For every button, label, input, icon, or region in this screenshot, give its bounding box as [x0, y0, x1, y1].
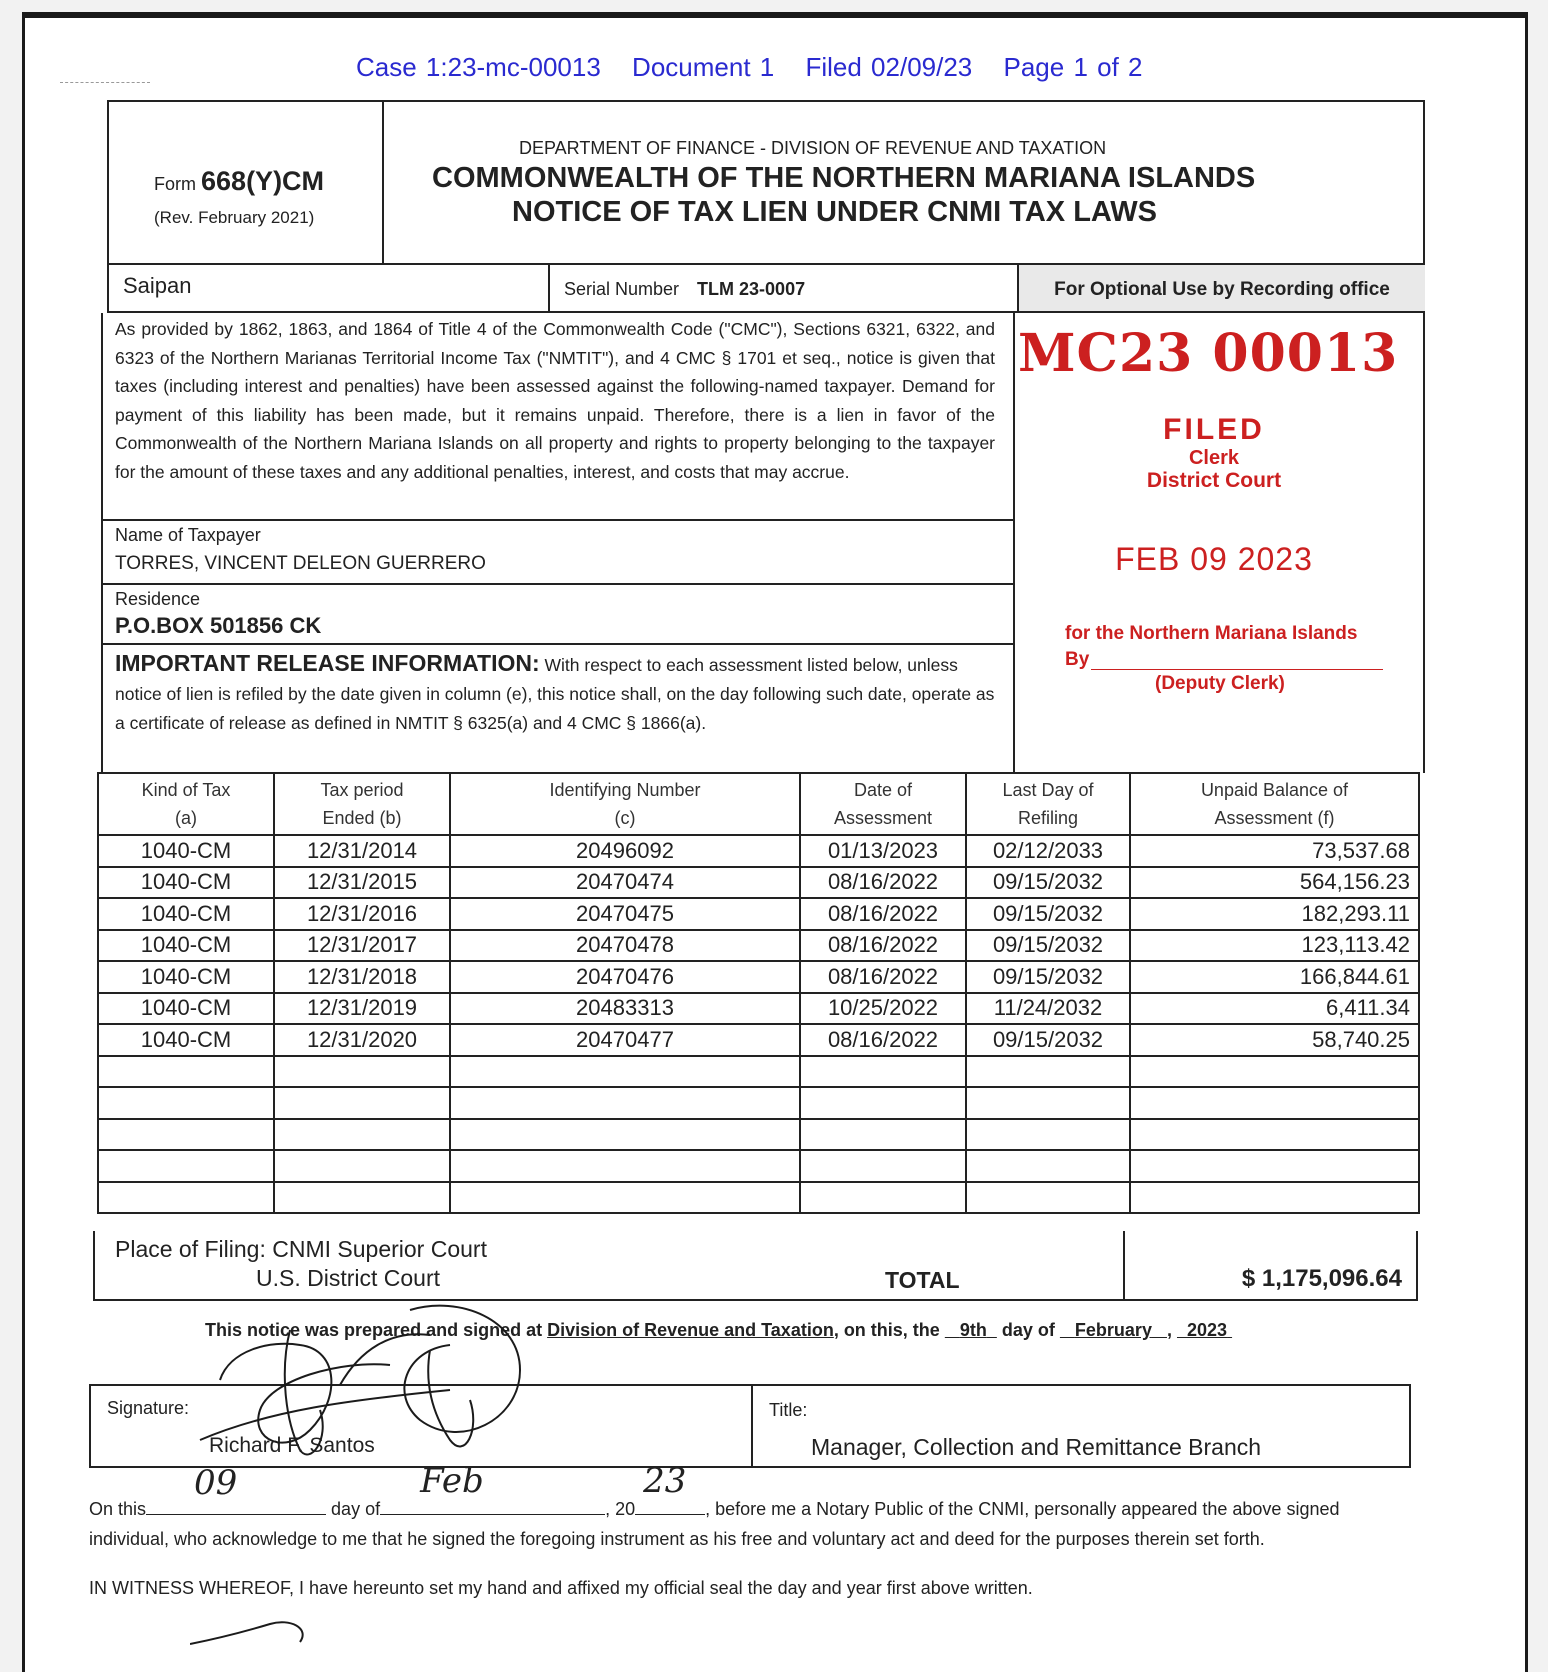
- table-cell: 08/16/2022: [800, 961, 966, 993]
- table-cell: 11/24/2032: [966, 993, 1130, 1025]
- column-header: Kind of Tax (a): [98, 773, 274, 835]
- form-header: [107, 100, 1425, 265]
- table-cell: 20496092: [450, 835, 800, 867]
- table-cell: 08/16/2022: [800, 867, 966, 899]
- serial-row: [107, 265, 1425, 313]
- table-cell: 564,156.23: [1130, 867, 1419, 899]
- table-cell: 1040-CM: [98, 930, 274, 962]
- table-cell: [98, 1087, 274, 1119]
- page-indicator: Page 1 of 2: [1003, 52, 1143, 82]
- residence-value: P.O.BOX 501856 CK: [115, 613, 322, 638]
- release-info: [115, 649, 995, 738]
- form-revision: (Rev. February 2021): [154, 208, 315, 227]
- notary-signature-partial: [190, 1620, 330, 1646]
- table-cell: 20483313: [450, 993, 800, 1025]
- handwritten-signature: [190, 1290, 570, 1480]
- table-cell: [450, 1119, 800, 1151]
- signer-name: Richard F. Santos: [209, 1434, 375, 1457]
- empty-row: [98, 1182, 1419, 1214]
- table-row: [98, 930, 1419, 962]
- title-value: Manager, Collection and Remittance Branch: [811, 1434, 1262, 1460]
- table-cell: 20470476: [450, 961, 800, 993]
- table-cell: 20470477: [450, 1024, 800, 1056]
- column-header: Identifying Number (c): [450, 773, 800, 835]
- notary-year-handwritten: 23: [643, 1461, 687, 1501]
- form-number: Form 668(Y)CM: [154, 166, 325, 196]
- table-cell: 02/12/2033: [966, 835, 1130, 867]
- notary-block: [89, 1461, 1429, 1554]
- table-cell: [274, 1087, 450, 1119]
- column-header: Last Day of Refiling: [966, 773, 1130, 835]
- taxpayer-label: Name of Taxpayer: [115, 525, 261, 545]
- form-title-line2: NOTICE OF TAX LIEN UNDER CNMI TAX LAWS: [512, 196, 1157, 228]
- form-title-line1: COMMONWEALTH OF THE NORTHERN MARIANA ISLANDS: [432, 162, 1256, 194]
- table-cell: 12/31/2014: [274, 835, 450, 867]
- table-cell: 1040-CM: [98, 835, 274, 867]
- table-cell: [98, 1056, 274, 1088]
- table-cell: [966, 1182, 1130, 1214]
- table-cell: 1040-CM: [98, 898, 274, 930]
- stamp-deputy: (Deputy Clerk): [1155, 673, 1285, 694]
- table-row: [98, 1024, 1419, 1056]
- release-heading: IMPORTANT RELEASE INFORMATION:: [115, 650, 540, 676]
- column-header: Tax period Ended (b): [274, 773, 450, 835]
- empty-row: [98, 1150, 1419, 1182]
- table-cell: 09/15/2032: [966, 867, 1130, 899]
- title-label: Title:: [769, 1400, 808, 1420]
- table-cell: [450, 1056, 800, 1088]
- table-row: [98, 961, 1419, 993]
- case-number: Case 1:23-mc-00013: [356, 52, 601, 82]
- table-cell: 73,537.68: [1130, 835, 1419, 867]
- document-number: Document 1: [632, 52, 775, 82]
- table-cell: [98, 1182, 274, 1214]
- table-cell: [274, 1119, 450, 1151]
- table-cell: 08/16/2022: [800, 898, 966, 930]
- divider: [548, 265, 550, 311]
- table-cell: [966, 1119, 1130, 1151]
- column-header: Date of Assessment: [800, 773, 966, 835]
- table-cell: [274, 1150, 450, 1182]
- filed-date: Filed 02/09/23: [805, 52, 973, 82]
- table-cell: 1040-CM: [98, 993, 274, 1025]
- recording-stamp-area: [1015, 313, 1425, 773]
- table-cell: [1130, 1119, 1419, 1151]
- table-row: [98, 835, 1419, 867]
- notary-day-handwritten: 09: [194, 1463, 238, 1503]
- release-text: With respect to each assessment listed below, unless notice of lien is refiled by the date given in column (e), this notice shall, on the day following such date, operate as a certificate of release as defined in NMTIT § 6325(a) and 4 CMC § 1866(a).: [115, 655, 995, 733]
- stamp-by: By: [1065, 649, 1090, 670]
- table-cell: [98, 1119, 274, 1151]
- table-cell: [800, 1056, 966, 1088]
- signature-label: Signature:: [107, 1398, 190, 1418]
- table-cell: [1130, 1087, 1419, 1119]
- table-cell: [1130, 1150, 1419, 1182]
- stamp-court: District Court: [1146, 469, 1282, 492]
- table-cell: 6,411.34: [1130, 993, 1419, 1025]
- table-cell: 12/31/2017: [274, 930, 450, 962]
- table-cell: 08/16/2022: [800, 1024, 966, 1056]
- stamp-case-number: MC23 00013: [1018, 323, 1399, 384]
- table-cell: 12/31/2016: [274, 898, 450, 930]
- table-cell: [450, 1182, 800, 1214]
- notary-month-handwritten: Feb: [420, 1461, 484, 1501]
- place-of-filing: Place of Filing: CNMI Superior Court U.S. District Court: [115, 1236, 487, 1291]
- department-name: DEPARTMENT OF FINANCE - DIVISION OF REVENUE AND TAXATION: [519, 138, 1107, 158]
- table-cell: 09/15/2032: [966, 898, 1130, 930]
- residence-label: Residence: [115, 589, 201, 609]
- table-row: [98, 898, 1419, 930]
- divider: [103, 643, 1015, 645]
- table-cell: 1040-CM: [98, 961, 274, 993]
- table-cell: [800, 1182, 966, 1214]
- tax-table: [97, 772, 1420, 1214]
- table-cell: [966, 1087, 1130, 1119]
- stamp-signature-line: [1091, 669, 1383, 670]
- location: Saipan: [123, 273, 192, 298]
- serial-number: Serial Number TLM 23-0007: [564, 279, 806, 299]
- case-header: [356, 52, 1165, 83]
- stamp-filed: FILED: [1163, 413, 1265, 446]
- table-cell: [1130, 1056, 1419, 1088]
- table-cell: 20470474: [450, 867, 800, 899]
- table-cell: 12/31/2015: [274, 867, 450, 899]
- table-row: [98, 867, 1419, 899]
- table-cell: 09/15/2032: [966, 961, 1130, 993]
- total-label: TOTAL: [885, 1267, 960, 1293]
- stamp-jurisdiction: for the Northern Mariana Islands: [1065, 623, 1358, 644]
- notary-line2: individual, who acknowledge to me that he signed the foregoing instrument as his free and voluntary act and deed for the purposes therein set forth.: [89, 1529, 1265, 1549]
- table-cell: 20470475: [450, 898, 800, 930]
- optional-use-label: For Optional Use by Recording office: [1019, 265, 1425, 311]
- notice-column: [101, 313, 1015, 773]
- notary-line1: On this 09 day of Feb , 20 23 , before me a Notary Public of the CNMI, personally appeared the above signed: [89, 1461, 1340, 1519]
- prepared-statement: This notice was prepared and signed at Division of Revenue and Taxation, on this, the 9th day of February , 2023: [205, 1320, 1228, 1340]
- empty-row: [98, 1119, 1419, 1151]
- notice-text: As provided by 1862, 1863, and 1864 of Title 4 of the Commonwealth Code ("CMC"), Sections 6321, 6322, and 6323 of the Northern Marianas Territorial Income Tax ("NMTIT"), and 4 CMC § 1701 et seq., notice is given that taxes (including interest and penalties) have been assessed against the following-named taxpayer. Demand for payment of this liability has been made, but it remains unpaid. Therefore, there is a lien in favor of the Commonwealth of the Northern Mariana Islands on all property and rights to property belonging to the taxpayer for the amount of these taxes and any additional penalties, interest, and costs that may accrue.: [115, 319, 995, 482]
- empty-row: [98, 1056, 1419, 1088]
- table-cell: [450, 1087, 800, 1119]
- table-cell: [98, 1150, 274, 1182]
- table-cell: 182,293.11: [1130, 898, 1419, 930]
- table-cell: 12/31/2020: [274, 1024, 450, 1056]
- scan-mark: [60, 80, 150, 83]
- table-cell: [966, 1150, 1130, 1182]
- divider: [1123, 1231, 1125, 1299]
- table-header-row: [98, 773, 1419, 835]
- table-cell: 10/25/2022: [800, 993, 966, 1025]
- divider: [751, 1386, 753, 1468]
- stamp-clerk: Clerk: [1188, 447, 1240, 469]
- divider: [103, 519, 1015, 521]
- table-cell: 20470478: [450, 930, 800, 962]
- taxpayer-name: TORRES, VINCENT DELEON GUERRERO: [115, 553, 486, 574]
- table-cell: [274, 1182, 450, 1214]
- table-cell: [800, 1150, 966, 1182]
- table-cell: 58,740.25: [1130, 1024, 1419, 1056]
- table-cell: 12/31/2018: [274, 961, 450, 993]
- table-cell: 01/13/2023: [800, 835, 966, 867]
- table-cell: [1130, 1182, 1419, 1214]
- table-row: [98, 993, 1419, 1025]
- table-cell: [800, 1119, 966, 1151]
- table-cell: 166,844.61: [1130, 961, 1419, 993]
- stamp-date: FEB 09 2023: [1115, 541, 1313, 577]
- table-cell: 09/15/2032: [966, 1024, 1130, 1056]
- column-header: Unpaid Balance of Assessment (f): [1130, 773, 1419, 835]
- divider: [103, 583, 1015, 585]
- table-cell: 1040-CM: [98, 867, 274, 899]
- table-cell: [450, 1150, 800, 1182]
- empty-row: [98, 1087, 1419, 1119]
- table-cell: [966, 1056, 1130, 1088]
- table-cell: 08/16/2022: [800, 930, 966, 962]
- table-cell: 123,113.42: [1130, 930, 1419, 962]
- table-cell: [800, 1087, 966, 1119]
- total-value: $ 1,175,096.64: [1241, 1265, 1402, 1292]
- table-cell: [274, 1056, 450, 1088]
- table-cell: 1040-CM: [98, 1024, 274, 1056]
- table-cell: 09/15/2032: [966, 930, 1130, 962]
- witness-statement: IN WITNESS WHEREOF, I have hereunto set my hand and affixed my official seal the day and year first above written.: [89, 1578, 1033, 1598]
- table-cell: 12/31/2019: [274, 993, 450, 1025]
- form-id-cell: [109, 102, 384, 263]
